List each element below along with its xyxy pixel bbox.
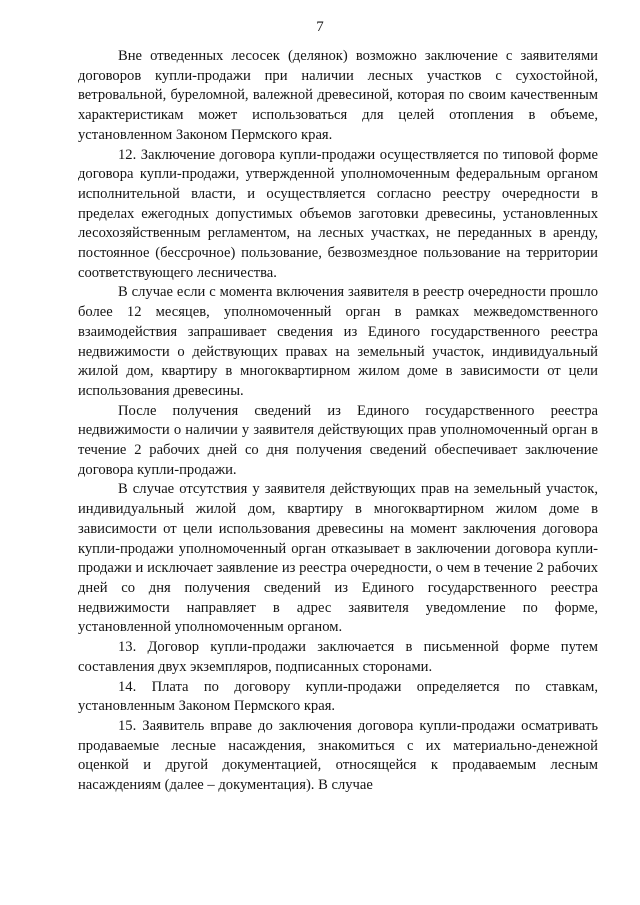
document-body xyxy=(78,47,598,796)
paragraph-registry-request: В случае если с момента включения заявителя в реестр очередности прошло более 12 месяцев, уполномоченный орган в рамках межведомственного взаимодействия запрашивает сведения из Единого государственного реестра недвижимости о действующих правах на земельный участок, индивидуальный жилой дом, квартиру в многоквартирном жилом доме в зависимости от цели использования древесины. xyxy=(78,284,598,399)
paragraph-refusal: В случае отсутствия у заявителя действующих прав на земельный участок, индивидуальный жилой дом, квартиру в многоквартирном жилом доме в зависимости от цели использования древесины на момент заключения договора купли-продажи уполномоченный орган отказывает в заключении договора купли-продажи и исключает заявление из реестра очередности, о чем в течение 2 рабочих дней со дня получения сведений из Единого государственного реестра недвижимости направляет в адрес заявителя уведомление по форме, установленной уполномоченным органом. xyxy=(78,481,598,636)
paragraph-item-13: 13. Договор купли-продажи заключается в письменной форме путем составления двух экземпляров, подписанных сторонами. xyxy=(78,639,598,675)
paragraph-logs-outside-cutting-areas: Вне отведенных лесосек (делянок) возможно заключение с заявителями договоров купли-продажи при наличии лесных участков с сухостойной, ветровальной, буреломной, валежной древесиной, которая по своим качественным характеристикам может использоваться для целей отопления в объеме, установленном Законом Пермского края. xyxy=(78,48,598,143)
paragraph-item-12: 12. Заключение договора купли-продажи осуществляется по типовой форме договора купли-продажи, утвержденной уполномоченным федеральным органом исполнительной власти, и осуществляется согласно реестру очередности в пределах ежегодных допустимых объемов заготовки древесины, установленных лесохозяйственным регламентом, на лесных участках, не переданных в аренду, постоянное (бессрочное) пользование, безвозмездное пользование на территории соответствующего лесничества. xyxy=(78,146,598,281)
paragraph-contract-after-info: После получения сведений из Единого государственного реестра недвижимости о наличии у заявителя действующих прав уполномоченный орган в течение 2 рабочих дней со дня получения сведений обеспечивает заключение договора купли-продажи. xyxy=(78,402,598,478)
paragraph-item-14: 14. Плата по договору купли-продажи определяется по ставкам, установленным Законом Пермского края. xyxy=(78,678,598,715)
paragraph-item-15: 15. Заявитель вправе до заключения договора купли-продажи осматривать продаваемые лесные насаждения, знакомиться с их материально-денежной оценкой и другой документацией, относящейся к продаваемым лесным насаждениям (далее – документация). В случае xyxy=(78,717,598,794)
page-number: 7 xyxy=(316,19,324,35)
